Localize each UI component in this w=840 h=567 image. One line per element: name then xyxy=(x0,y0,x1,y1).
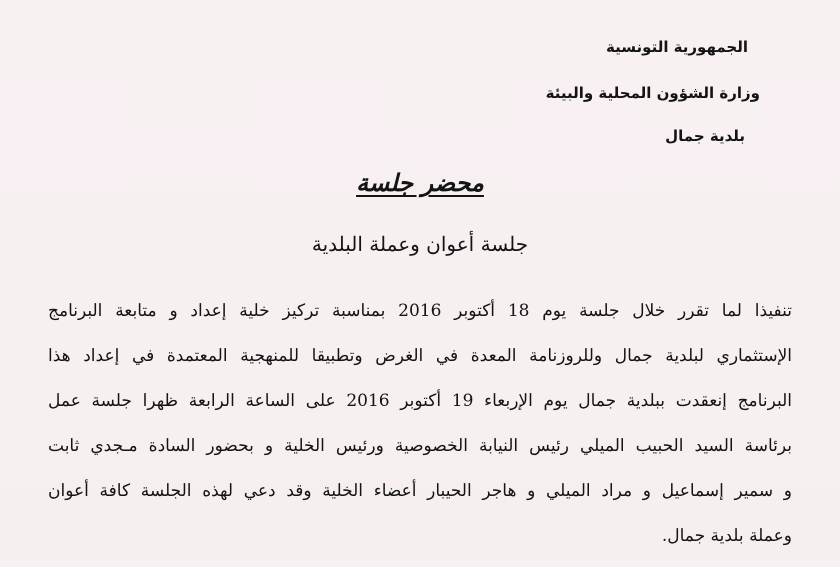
municipality-name: بلدية جمال xyxy=(665,127,745,145)
body-line-6: وعملة بلدية جمال. xyxy=(661,526,792,546)
ministry-name: وزارة الشؤون المحلية والبيئة xyxy=(545,84,760,102)
document-header xyxy=(0,0,840,160)
document-subtitle: جلسة أعوان وعملة البلدية xyxy=(311,232,529,256)
body-line-4: برئاسة السيد الحبيب الميلي رئيس النيابة الخصوصية ورئيس الخلية و بحضور السادة مـجدي ثابت xyxy=(48,436,792,456)
republic-name: الجمهورية التونسية xyxy=(606,38,748,56)
body-line-3: البرنامج إنعقدت ببلدية جمال يوم الإربعاء 19 أكتوبر 2016 على الساعة الرابعة ظهرا جلسة عمل xyxy=(48,391,792,411)
body-line-2: الإستثماري لبلدية جمال وللروزنامة المعدة في الغرض وتطبيقا للمنهجية المعتمدة في إعداد هذا xyxy=(48,346,792,366)
document-body xyxy=(48,297,792,567)
document-title: محضر جلسة xyxy=(356,169,484,197)
body-line-5: و سمير إسماعيل و مراد الميلي و هاجر الحيبار أعضاء الخلية وقد دعي لهذه الجلسة كافة أعوان xyxy=(48,481,792,501)
body-line-1: تنفيذا لما تقرر خلال جلسة يوم 18 أكتوبر 2016 بمناسبة تركيز خلية إعداد و متابعة البرنامج xyxy=(48,301,792,321)
